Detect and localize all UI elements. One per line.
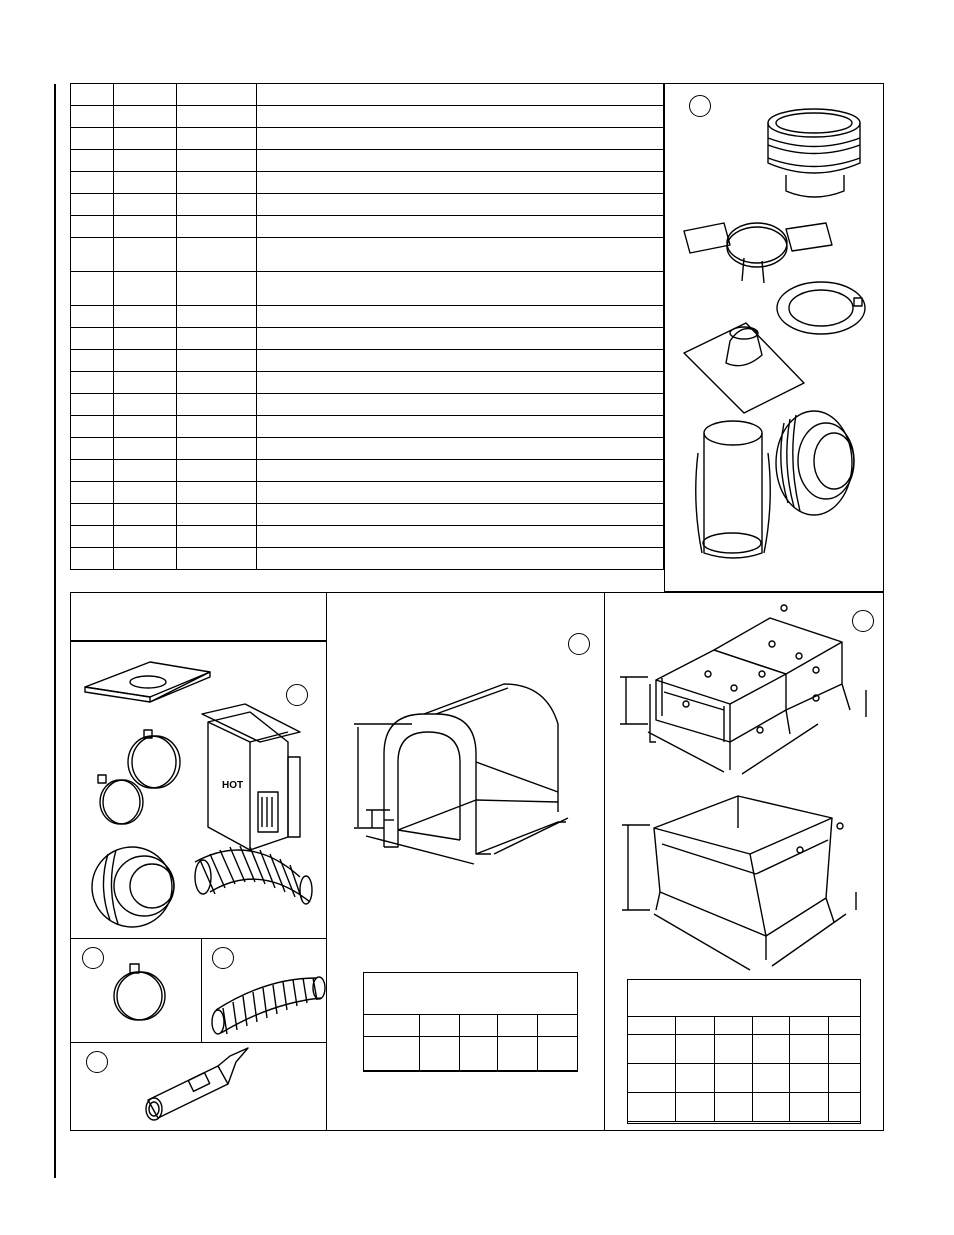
parts-table-cell: [257, 150, 664, 172]
parts-table-row: [71, 438, 664, 460]
parts-table-cell: [257, 416, 664, 438]
parts-table-cell: [71, 416, 114, 438]
enclosure-table-cell: [628, 1035, 676, 1064]
hood-table-header: [498, 1015, 538, 1037]
parts-table-cell: [114, 150, 177, 172]
parts-table-cell: [177, 548, 257, 570]
parts-table-row: [71, 328, 664, 350]
parts-table-cell: [257, 438, 664, 460]
enclosure-table-cell: [829, 1035, 861, 1064]
enclosure-table-cell: [628, 1093, 676, 1122]
parts-table-cell: [257, 328, 664, 350]
enclosure-table-cell: [829, 1064, 861, 1093]
parts-table-row: [71, 272, 664, 306]
parts-table-cell: [71, 84, 114, 106]
parts-table-cell: [114, 272, 177, 306]
parts-table-cell: [177, 84, 257, 106]
parts-table-cell: [257, 548, 664, 570]
parts-table-cell: [71, 172, 114, 194]
parts-table-cell: [71, 272, 114, 306]
hood-table-cell: [420, 1037, 460, 1071]
parts-table-cell: [177, 128, 257, 150]
hood-dimension-table: [363, 1014, 578, 1071]
parts-table-row: [71, 548, 664, 570]
parts-table-row: [71, 238, 664, 272]
parts-table-cell: [257, 482, 664, 504]
parts-table-cell: [257, 526, 664, 548]
parts-table-cell: [177, 172, 257, 194]
parts-table-cell: [257, 172, 664, 194]
enclosure-table-header: [628, 1017, 676, 1035]
enclosure-table-cell: [714, 1093, 753, 1122]
parts-table-row: [71, 84, 664, 106]
parts-table-cell: [257, 216, 664, 238]
parts-table-cell: [177, 416, 257, 438]
parts-table-cell: [177, 372, 257, 394]
parts-table-row: [71, 172, 664, 194]
parts-table-cell: [114, 84, 177, 106]
parts-table-cell: [114, 238, 177, 272]
parts-table-cell: [114, 350, 177, 372]
enclosure-table-cell: [790, 1093, 829, 1122]
parts-table-cell: [257, 272, 664, 306]
parts-table-cell: [114, 416, 177, 438]
parts-table-cell: [257, 350, 664, 372]
hood-table-cell: [538, 1037, 578, 1071]
parts-table-cell: [114, 438, 177, 460]
parts-table-row: [71, 482, 664, 504]
enclosure-table-cell: [753, 1093, 790, 1122]
parts-table-row: [71, 216, 664, 238]
parts-table-cell: [71, 526, 114, 548]
parts-table-cell: [257, 372, 664, 394]
parts-table-cell: [114, 306, 177, 328]
hood-table-header: [420, 1015, 460, 1037]
parts-table-row: [71, 106, 664, 128]
parts-table-cell: [177, 526, 257, 548]
parts-table-row: [71, 416, 664, 438]
parts-table-row: [71, 350, 664, 372]
parts-table-row: [71, 150, 664, 172]
parts-table-cell: [71, 106, 114, 128]
parts-table-row: [71, 306, 664, 328]
parts-table-cell: [177, 272, 257, 306]
parts-table-cell: [114, 216, 177, 238]
parts-table-cell: [114, 128, 177, 150]
parts-table-cell: [71, 128, 114, 150]
parts-table-cell: [114, 194, 177, 216]
parts-table-cell: [114, 482, 177, 504]
parts-table-cell: [177, 438, 257, 460]
parts-table-cell: [71, 548, 114, 570]
parts-table-cell: [71, 306, 114, 328]
termination-cap-illustration: [664, 83, 884, 592]
parts-table-cell: [114, 504, 177, 526]
parts-table-cell: [177, 106, 257, 128]
parts-table-row: [71, 372, 664, 394]
enclosure-table-cell: [714, 1064, 753, 1093]
parts-table-cell: [177, 194, 257, 216]
parts-table-cell: [114, 106, 177, 128]
enclosure-table-cell: [675, 1064, 714, 1093]
parts-table-cell: [177, 460, 257, 482]
parts-table-cell: [114, 460, 177, 482]
enclosure-table-header: [790, 1017, 829, 1035]
hood-table-cell: [364, 1037, 420, 1071]
enclosure-table-cell: [675, 1035, 714, 1064]
parts-table-cell: [257, 84, 664, 106]
parts-table-cell: [177, 350, 257, 372]
enclosure-table-header: [714, 1017, 753, 1035]
parts-table-cell: [114, 526, 177, 548]
parts-table-cell: [71, 150, 114, 172]
parts-table-cell: [71, 372, 114, 394]
enclosure-table-cell: [628, 1064, 676, 1093]
parts-table-row: [71, 526, 664, 548]
parts-table-cell: [257, 460, 664, 482]
parts-table-row: [71, 504, 664, 526]
enclosure-table-header: [753, 1017, 790, 1035]
enclosure-table-header: [829, 1017, 861, 1035]
page-margin-rule: [54, 84, 56, 1178]
hood-table-cell: [460, 1037, 498, 1071]
parts-table-cell: [114, 328, 177, 350]
parts-table-cell: [114, 172, 177, 194]
hot-label: HOT: [222, 780, 244, 791]
parts-table-cell: [257, 194, 664, 216]
parts-table-cell: [71, 438, 114, 460]
parts-table-cell: [177, 216, 257, 238]
enclosure-table-cell: [753, 1035, 790, 1064]
enclosure-table-cell: [790, 1064, 829, 1093]
clamp-illustration: [70, 938, 202, 1043]
hood-table-cell: [498, 1037, 538, 1071]
parts-table-row: [71, 194, 664, 216]
parts-table-cell: [177, 306, 257, 328]
parts-table-cell: [177, 504, 257, 526]
parts-table-cell: [71, 394, 114, 416]
parts-table-row: [71, 128, 664, 150]
parts-table-cell: [257, 106, 664, 128]
enclosure-table-cell: [829, 1093, 861, 1122]
enclosure-table-cell: [790, 1035, 829, 1064]
enclosure-dimension-table: [627, 1016, 861, 1122]
horizontal-kit-illustration: [70, 592, 327, 939]
parts-table-cell: [71, 194, 114, 216]
parts-table-cell: [257, 394, 664, 416]
parts-table-cell: [71, 238, 114, 272]
parts-table-cell: [114, 548, 177, 570]
parts-table-cell: [114, 394, 177, 416]
parts-table-row: [71, 460, 664, 482]
parts-table-cell: [177, 150, 257, 172]
parts-table-cell: [177, 238, 257, 272]
parts-list-table: [70, 83, 664, 570]
parts-table-cell: [257, 504, 664, 526]
flex-illustration: [201, 938, 327, 1043]
parts-table-cell: [177, 482, 257, 504]
hood-table-header: [460, 1015, 498, 1037]
sealant-tube-illustration: [70, 1042, 327, 1131]
parts-table-cell: [71, 328, 114, 350]
parts-table-cell: [71, 460, 114, 482]
parts-table-cell: [71, 504, 114, 526]
enclosure-table-cell: [753, 1064, 790, 1093]
parts-table-cell: [71, 216, 114, 238]
parts-table-cell: [257, 306, 664, 328]
parts-table-cell: [257, 128, 664, 150]
parts-table-cell: [257, 238, 664, 272]
parts-table-cell: [71, 482, 114, 504]
parts-table-row: [71, 394, 664, 416]
parts-table-cell: [71, 350, 114, 372]
hood-table-header: [364, 1015, 420, 1037]
hood-table-header: [538, 1015, 578, 1037]
enclosure-table-header: [675, 1017, 714, 1035]
parts-table-cell: [177, 328, 257, 350]
parts-table-cell: [114, 372, 177, 394]
enclosure-table-cell: [714, 1035, 753, 1064]
parts-table-cell: [177, 394, 257, 416]
enclosure-table-cell: [675, 1093, 714, 1122]
